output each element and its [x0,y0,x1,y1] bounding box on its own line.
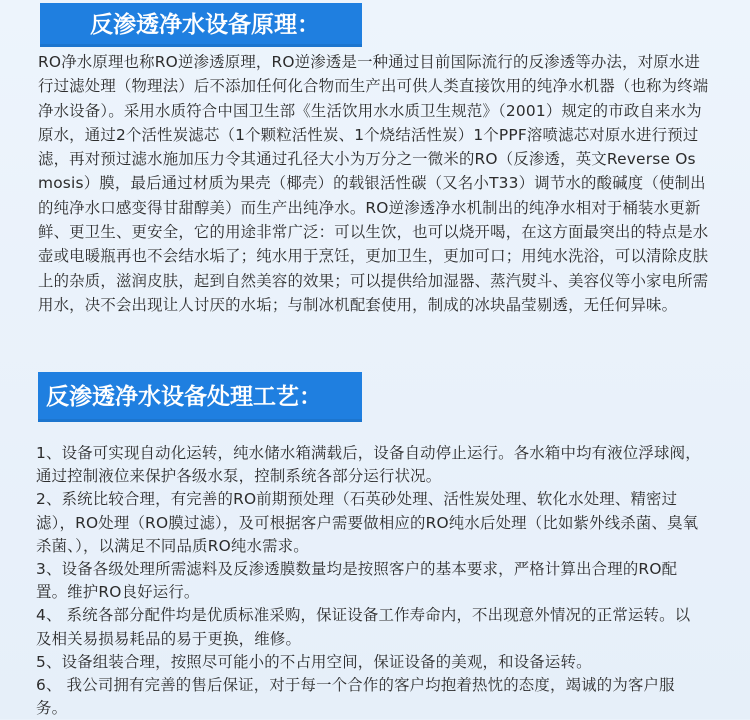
process-item-2: 2、系统比较合理，有完善的RO前期预处理（石英砂处理、活性炭处理、软化水处理、精密过滤），RO处理（RO膜过滤），及可根据客户需要做相应的RO纯水后处理（比如紫外线杀菌、臭氧杀菌、），以满足不同品质RO纯水需求。 [36,490,699,555]
process-list [36,442,704,720]
section-title-principle-text: 反渗透净水设备原理： [90,11,320,38]
process-item-5: 5、设备组装合理，按照尽可能小的不占用空间，保证设备的美观，和设备运转。 [36,652,592,671]
process-item-4: 4、 系统各部分配件均是优质标准采购，保证设备工作寿命内，不出现意外情况的正常运转。以及相关易损易耗品的易于更换，维修。 [36,606,691,648]
section-title-process-text: 反渗透净水设备处理工艺： [46,383,322,410]
process-item-3: 3、设备各级处理所需滤料及反渗透膜数量均是按照客户的基本要求，严格计算出合理的RO配置。维护RO良好运行。 [36,560,678,602]
section-title-principle [40,3,362,47]
process-item-1: 1、设备可实现自动化运转，纯水储水箱满载后，设备自动停止运行。各水箱中均有液位浮球阀，通过控制液位来保护各级水泵，控制系统各部分运行状况。 [36,444,701,486]
principle-paragraph: RO净水原理也称RO逆渗透原理，RO逆渗透是一种通过目前国际流行的反渗透等办法，对原水进行过滤处理（物理法）后不添加任何化合物而生产出可供人类直接饮用的纯净水机器（也称为终端净水设备）。采用水质符合中国卫生部《生活饮用水水质卫生规范》（2001）规定的市政自来水为原水，通过2个活性炭滤芯（1个颗粒活性炭、1个烧结活性炭）1个PPF溶喷滤芯对原水进行预过滤，再对预过滤水施加压力令其通过孔径大小为万分之一微米的RO（反渗透，英文Reverse Osmosis）膜，最后通过材质为果壳（椰壳）的载银活性碳（又名小T33）调节水的酸碱度（使制出的纯净水口感变得甘甜醇美）而生产出纯净水。RO逆渗透净水机制出的纯净水相对于桶装水更新鲜、更卫生、更安全，它的用途非常广泛：可以生饮，也可以烧开喝，在这方面最突出的特点是水壶或电暖瓶再也不会结水垢了；纯水用于烹饪，更加卫生，更加可口；用纯水洗浴，可以清除皮肤上的杂质，滋润皮肤，起到自然美容的效果；可以提供给加湿器、蒸汽熨斗、美容仪等小家电所需用水，决不会出现让人讨厌的水垢；与制冰机配套使用，制成的冰块晶莹剔透，无任何异味。 [38,53,709,314]
section-title-process [38,372,362,422]
process-item-6: 6、 我公司拥有完善的售后保证，对于每一个合作的客户均抱着热忱的态度，竭诚的为客户服务。 [36,676,675,718]
